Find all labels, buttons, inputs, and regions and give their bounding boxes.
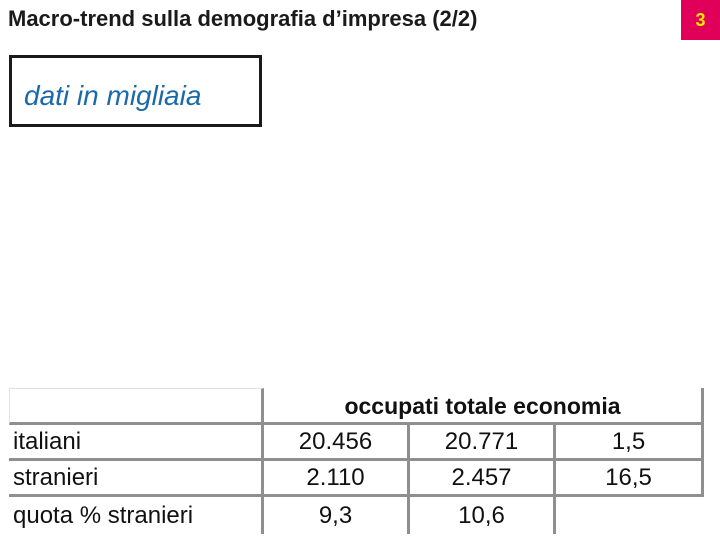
table-cell: 9,3 (264, 497, 410, 534)
table-cell: 1,5 (556, 425, 704, 461)
table-cell: 2.457 (410, 461, 556, 497)
row-label-quota-stranieri: quota % stranieri (9, 497, 264, 534)
employment-table (9, 388, 704, 534)
table-cell: 2.110 (264, 461, 410, 497)
table-cell: 20.456 (264, 425, 410, 461)
units-note-box (9, 55, 262, 127)
table-cell: 20.771 (410, 425, 556, 461)
table-cell: 16,5 (556, 461, 704, 497)
table-corner-cell (9, 388, 264, 425)
table-cell-empty (556, 497, 704, 534)
table-header: occupati totale economia (264, 388, 704, 425)
slide-title: Macro-trend sulla demografia d’impresa (2/2) (8, 6, 478, 31)
page-number-badge (681, 0, 720, 40)
page-number: 3 (695, 9, 706, 30)
row-label-stranieri: stranieri (9, 461, 264, 497)
table-cell: 10,6 (410, 497, 556, 534)
row-label-italiani: italiani (9, 425, 264, 461)
units-note: dati in migliaia (24, 80, 202, 111)
